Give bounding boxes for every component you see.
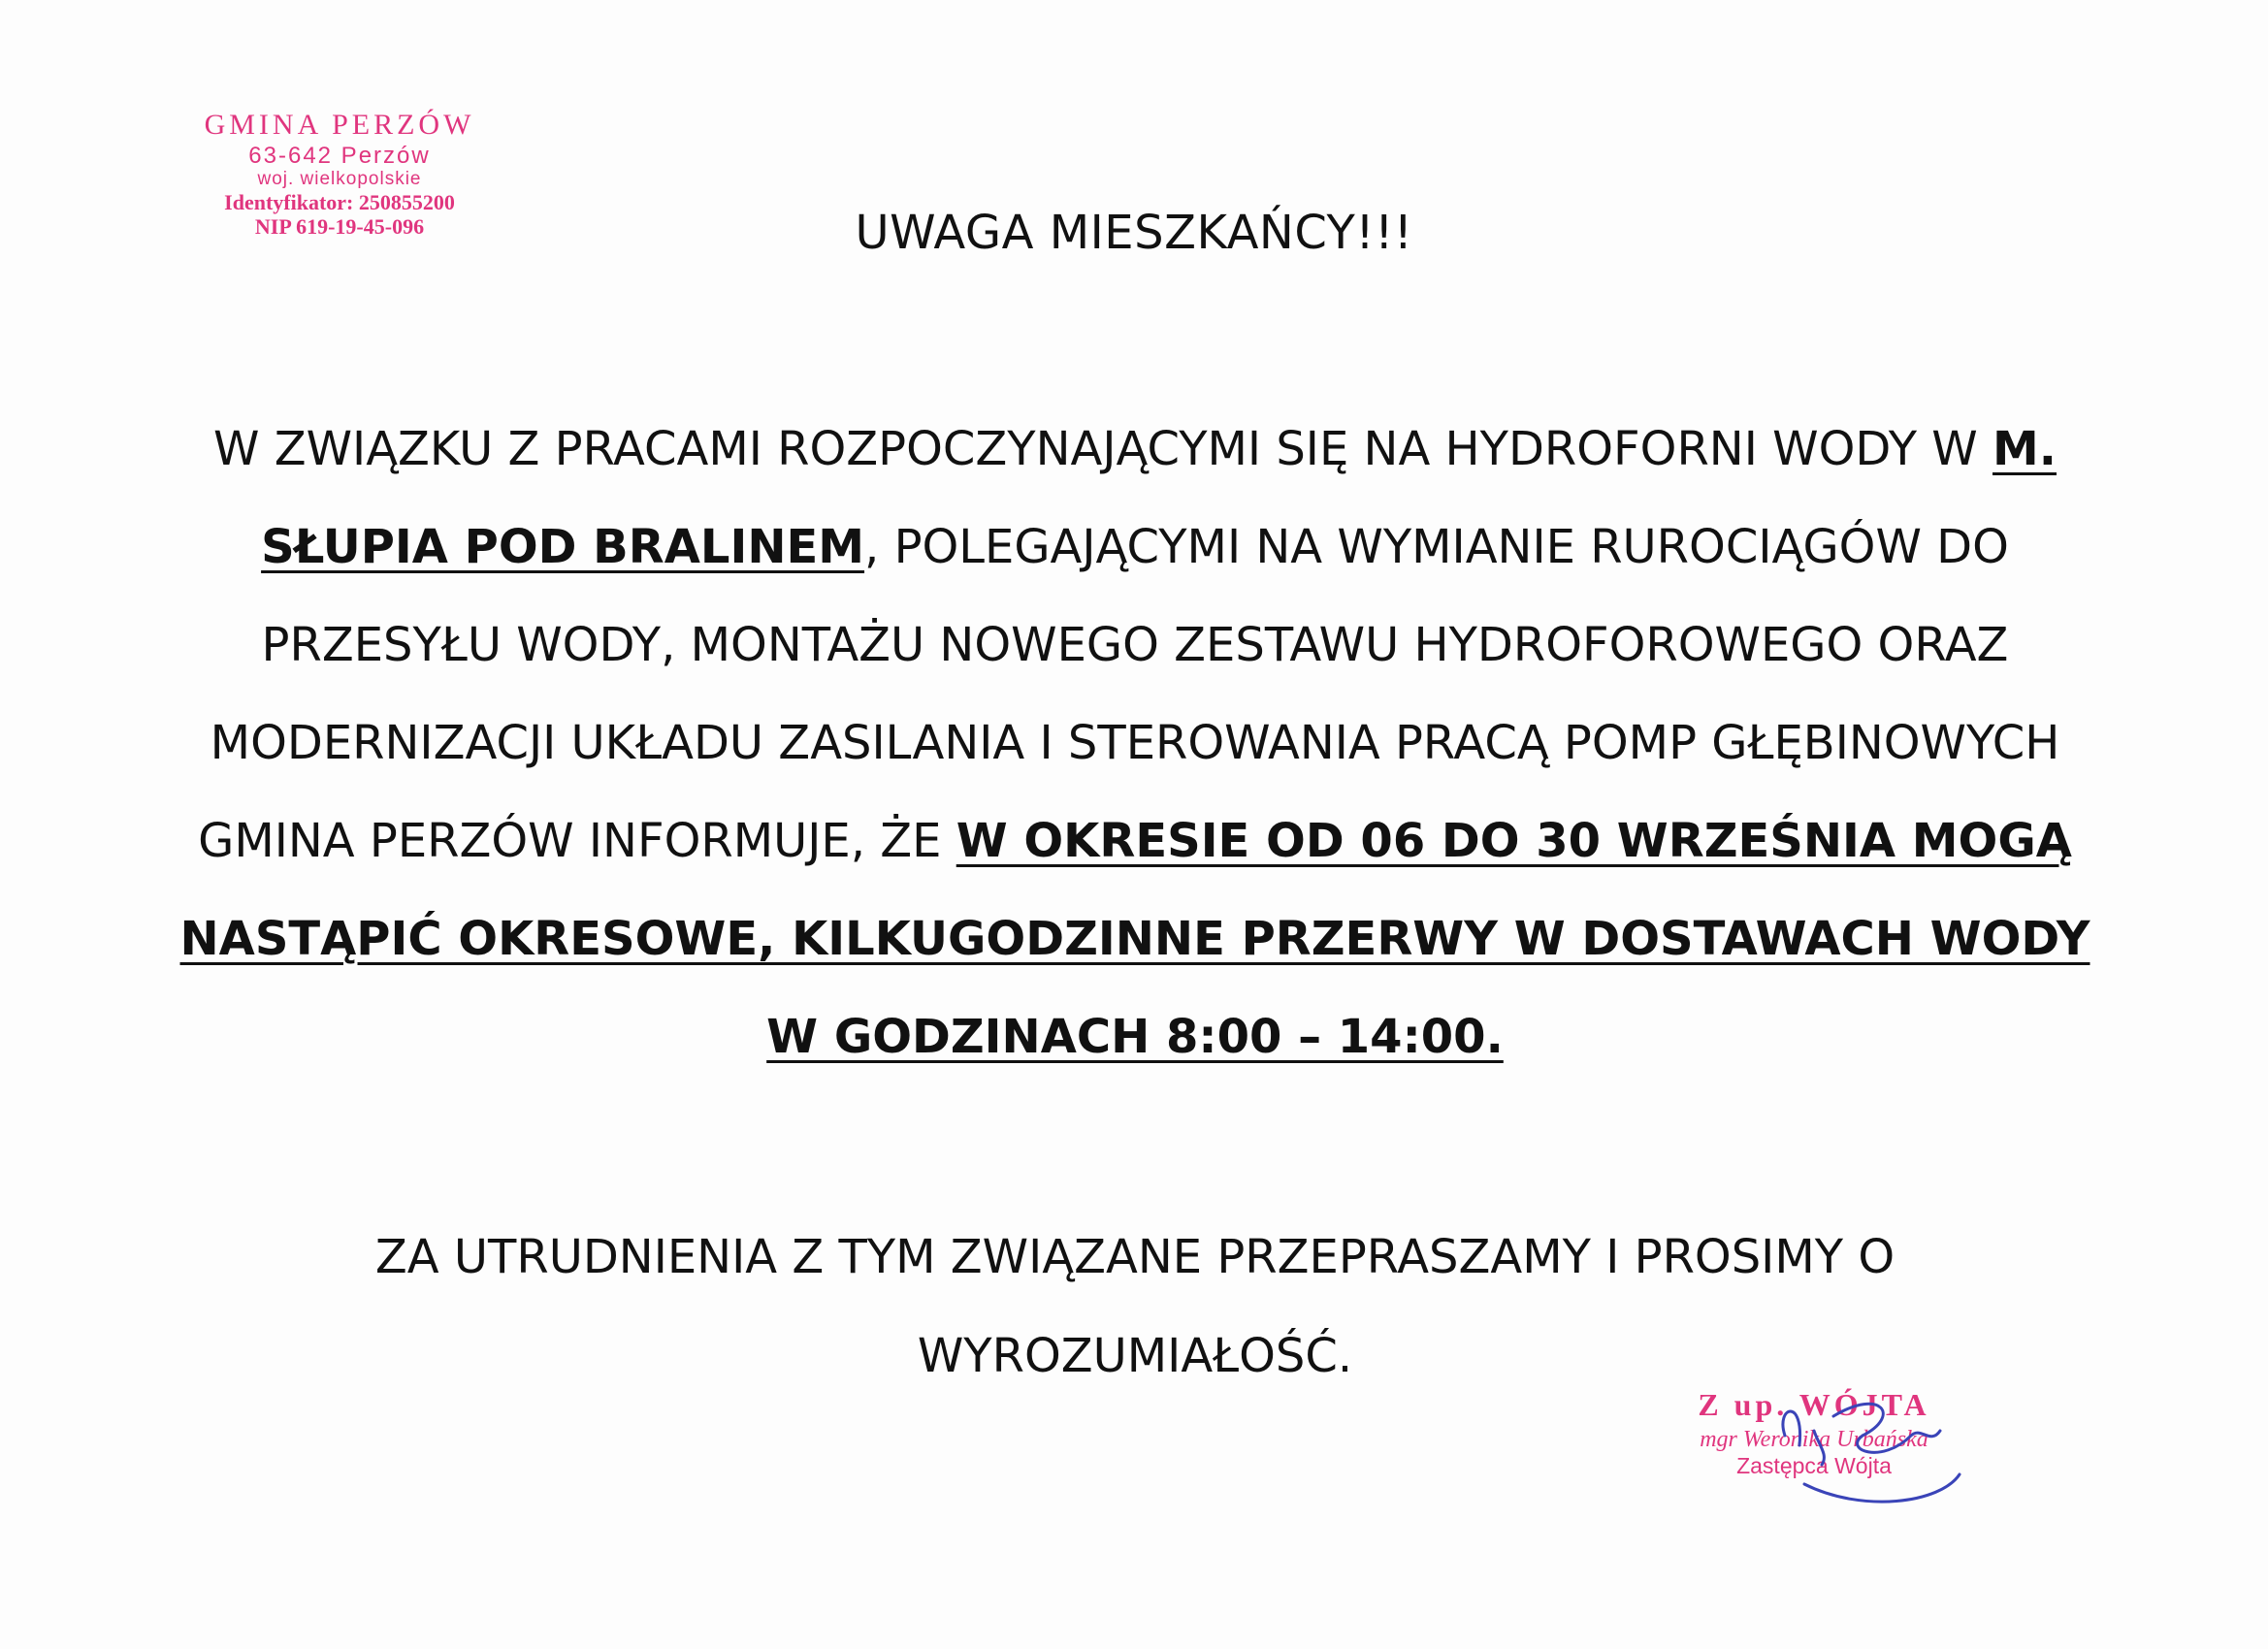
stamp-region: woj. wielkopolskie [257, 169, 422, 190]
signature-role: Z up. WÓJTA [1698, 1387, 1930, 1422]
stamp-address: 63-642 Perzów [248, 142, 431, 169]
notice-title: UWAGA MIESZKAŃCY!!! [855, 206, 1413, 260]
outage-period-emphasis: W OKRESIE OD 06 DO 30 WRZEŚNIA MOGĄ NASTĄPIĆ OKRESOWE, KILKUGODZINNE PRZERWY W DOSTAWACH WODY W GODZINACH 8:00 – 14:00. [179, 814, 2090, 1064]
stamp-identifier: Identyfikator: 250855200 [224, 189, 455, 214]
handwritten-signature [1746, 1377, 1979, 1513]
signature-title: Zastępca Wójta [1736, 1453, 1892, 1478]
stamp-name: GMINA PERZÓW [204, 109, 475, 141]
body-text-middle: , POLEGAJĄCYMI NA WYMIANIE RUROCIĄGÓW DO PRZESYŁU WODY, MONTAŻU NOWEGO ZESTAWU HYDROFOROWEGO ORAZ MODERNIZACJI UKŁADU ZASILANIA I STEROWANIA PRACĄ POMP GŁĘBINOWYCH GMINA PERZÓW INFORMUJE, ŻE [198, 520, 2060, 868]
body-text-intro: W ZWIĄZKU Z PRACAMI ROZPOCZYNAJĄCYMI SIĘ NA HYDROFORNI WODY W [212, 422, 1993, 476]
location-emphasis: M. SŁUPIA POD BRALINEM [261, 422, 2057, 574]
stamp-nip: NIP 619-19-45-096 [254, 214, 425, 240]
signature-person: mgr Weronika Urbańska [1700, 1427, 1928, 1452]
closing-apology: ZA UTRUDNIENIA Z TYM ZWIĄZANE PRZEPRASZAMY I PROSIMY O WYROZUMIAŁOŚĆ. [374, 1230, 1895, 1383]
notice-body [175, 401, 2095, 1086]
